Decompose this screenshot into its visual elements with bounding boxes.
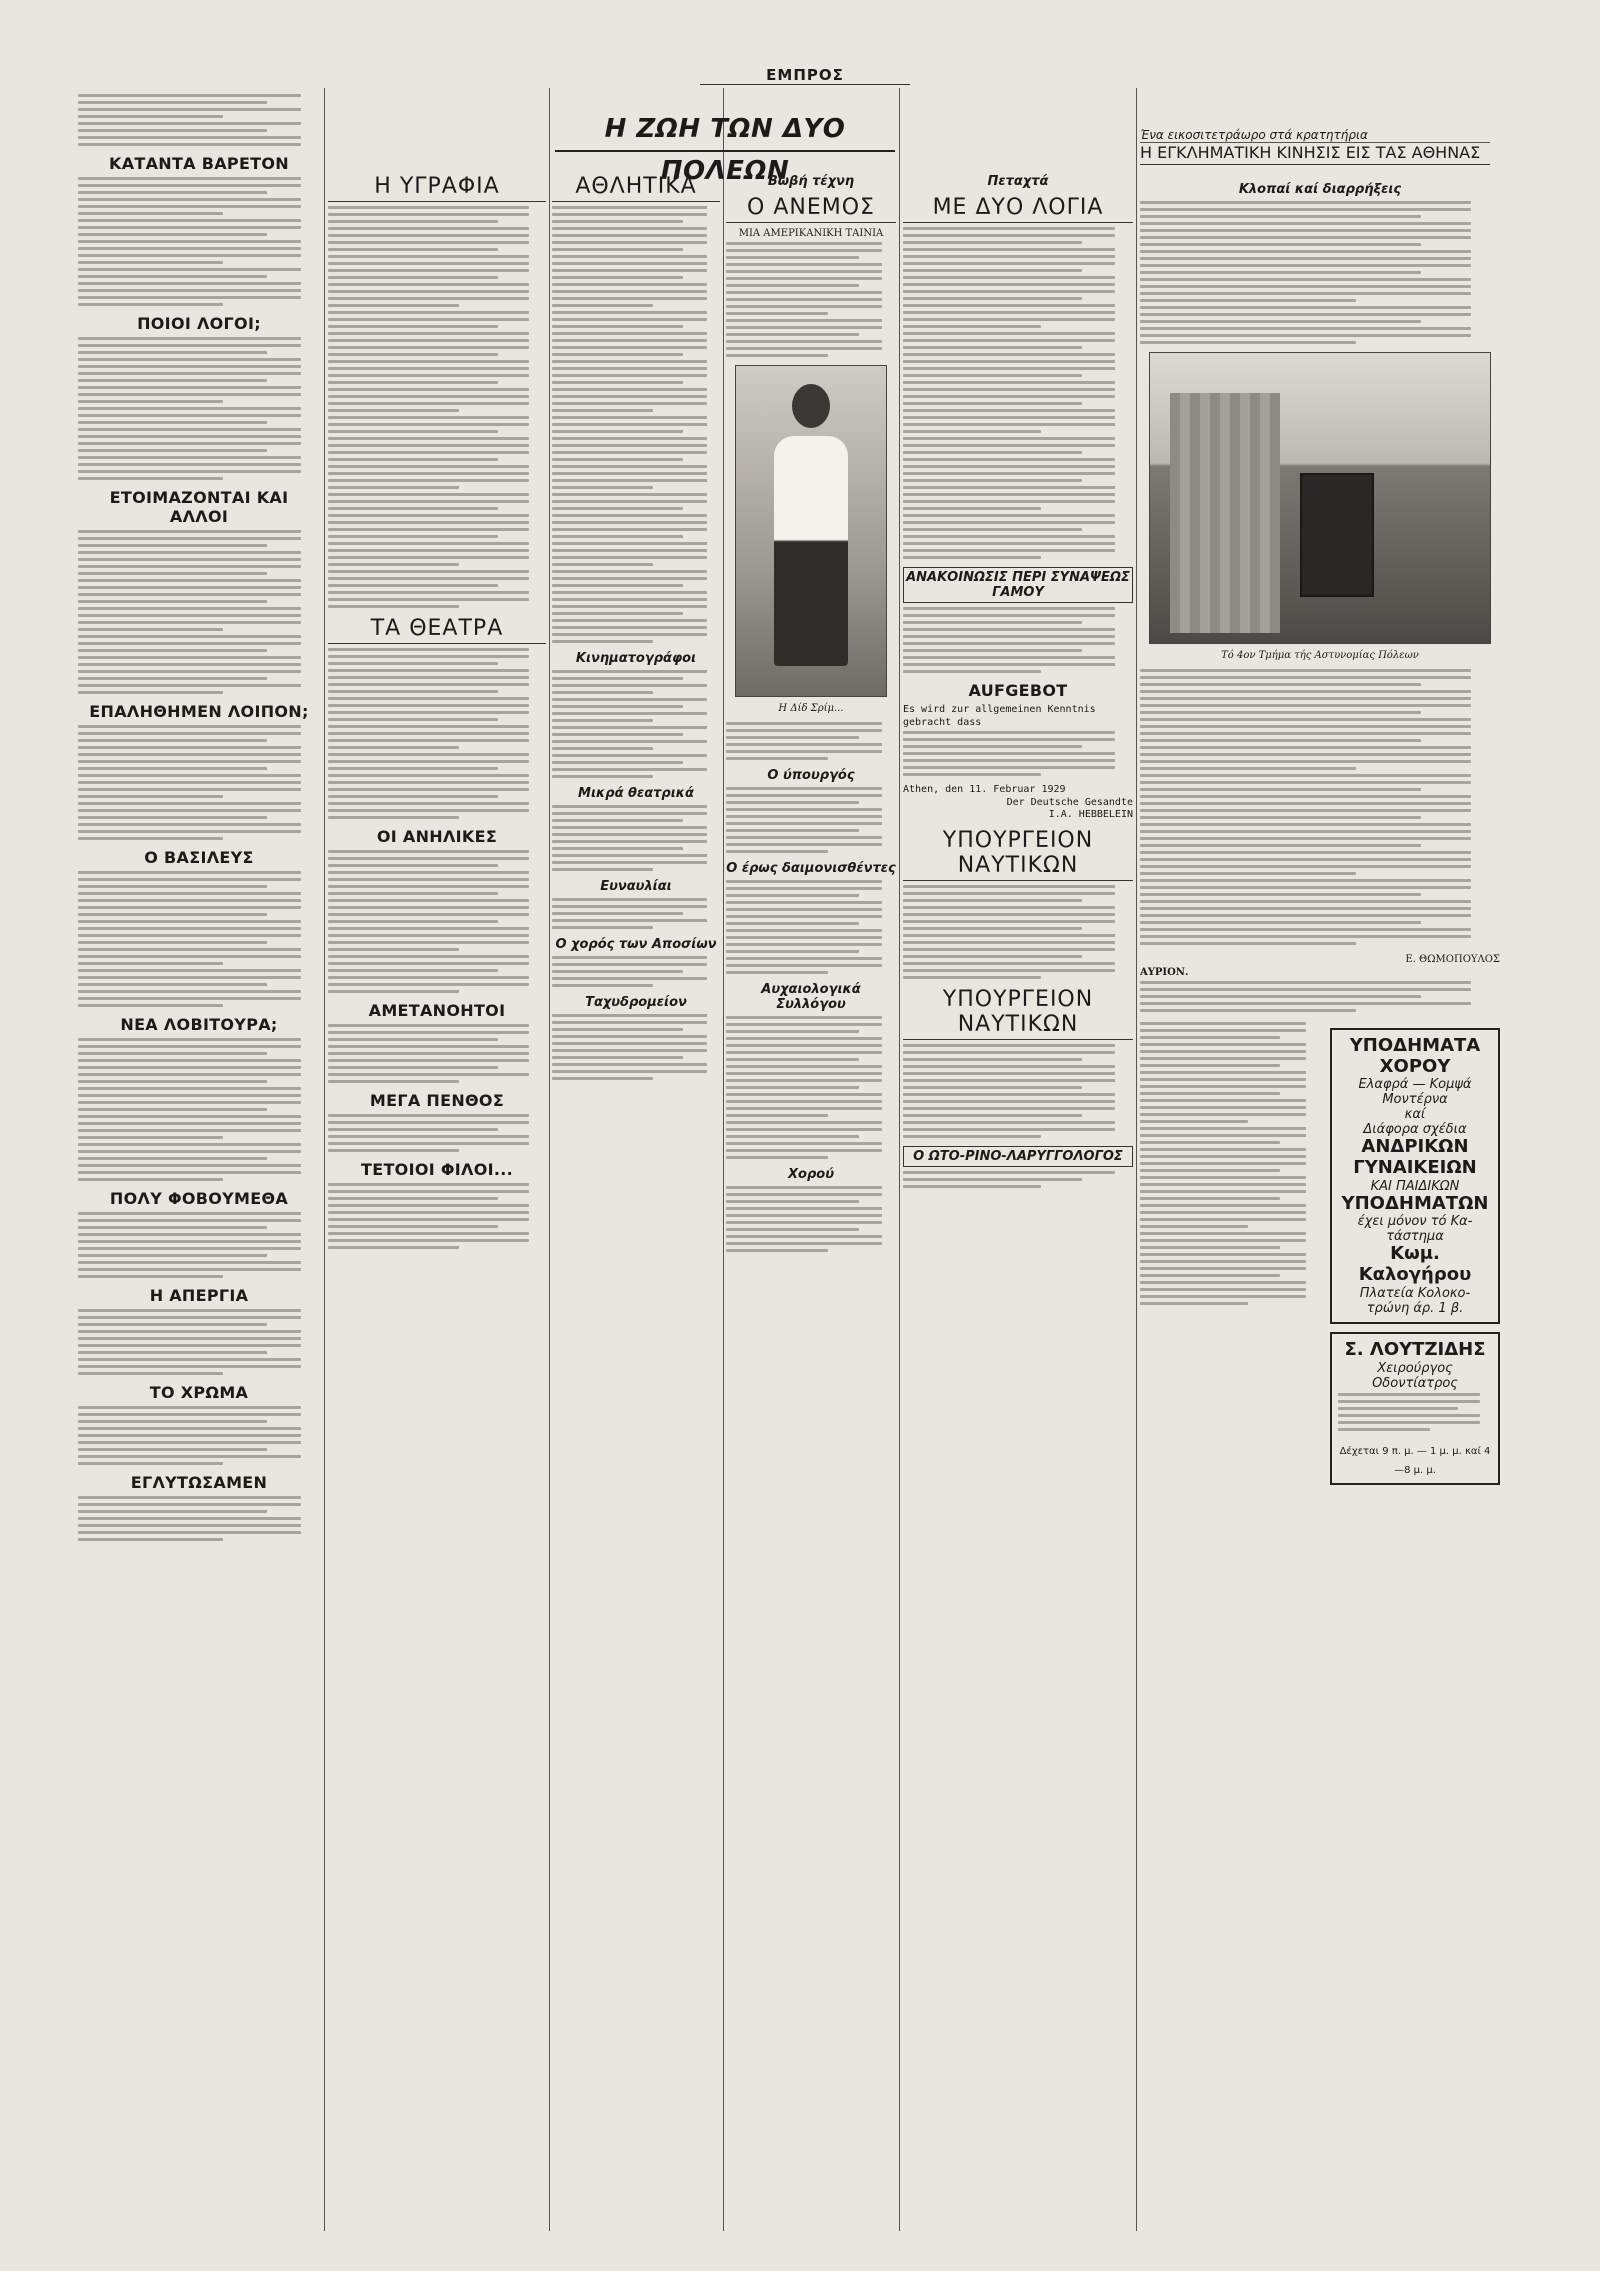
column-2 <box>328 168 546 1257</box>
column-1 <box>78 92 320 1549</box>
article-headline: Κινηματογράφοι <box>575 651 697 666</box>
article-headline: ΚΑΤΑΝΤΑ ΒΑΡΕΤΟΝ <box>109 154 289 173</box>
article-headline: Μικρά θεατρικά <box>578 786 694 801</box>
article-headline: Η ΑΠΕΡΓΙΑ <box>149 1286 249 1305</box>
shoe-store-ad: ΥΠΟΔΗΜΑΤΑ ΧΟΡΟΥ Ελαφρά — Κομψά Μοντέρνα καί Διάφορα σχέδια ΑΝΔΡΙΚΩΝ ΓΥΝΑΙΚΕΙΩΝ ΚΑΙ ΠΑΙΔΙΚΩΝ ΥΠΟΔΗΜΑΤΩΝ έχει μόνον τό Κα- τάστημα Κωμ. Καλογήρου Πλατεία Κολοκο- τρώνη άρ. 1 β. <box>1330 1028 1500 1324</box>
aufgebot-notice: Es wird zur allgemeinen Kenntnis gebracht dass Athen, den 11. Februar 1929 Der Deutsche Gesandte I.A. HEBBELEIN <box>903 704 1133 820</box>
photo-caption: Η Δίδ Σρίμ... <box>778 703 844 714</box>
article-headline: ΥΠΟΥΡΓΕΙΟΝ ΝΑΥΤΙΚΩΝ <box>903 987 1133 1040</box>
article-kicker: Βωβή τέχνη <box>767 174 855 189</box>
article-headline: Αυχαιολογικά Συλλόγου <box>761 982 861 1012</box>
photo-caption: Τό 4ον Τμήμα τής Αστυνομίας Πόλεων <box>1221 650 1419 661</box>
article-headline: ΑΘΛΗΤΙΚΑ <box>552 174 720 202</box>
actress-photo <box>735 365 887 697</box>
article-headline: Ταχυδρομείον <box>585 995 687 1010</box>
article-headline: Ο ΑΝΕΜΟΣ <box>726 195 896 223</box>
article-headline: ΥΠΟΥΡΓΕΙΟΝ ΝΑΥΤΙΚΩΝ <box>903 828 1133 881</box>
column-rule <box>1136 88 1137 2231</box>
article-headline: Η ΥΓΡΑΦΙΑ <box>328 174 546 202</box>
police-station-photo <box>1149 352 1491 644</box>
byline: Ε. ΘΩΜΟΠΟΥΛΟΣ <box>1405 954 1500 965</box>
article-headline: ΕΠΑΛΗΘΗΜΕΝ ΛΟΙΠΟΝ; <box>89 702 309 721</box>
right-banner-kicker: Ένα εικοσιτετράωρο στά κρατητήρια <box>1140 128 1490 143</box>
article-headline: ΤΑ ΘΕΑΤΡΑ <box>328 616 546 644</box>
article-headline: Ο χορός των Αποσίων <box>555 937 717 952</box>
article-headline: ΜΕΓΑ ΠΕΝΘΟΣ <box>369 1091 505 1110</box>
article-headline: ΟΙ ΑΝΗΛΙΚΕΣ <box>376 827 498 846</box>
article-headline: ΜΕ ΔΥΟ ΛΟΓΙΑ <box>903 195 1133 223</box>
column-6 <box>1140 128 1500 1493</box>
article-headline: ΕΓΛΥΤΩΣΑΜΕΝ <box>130 1473 268 1492</box>
article-headline: ΕΤΟΙΜΑΖΟΝΤΑΙ ΚΑΙ ΑΛΛΟΙ <box>109 488 289 526</box>
article-headline: Ο ΒΑΣΙΛΕΥΣ <box>144 848 254 867</box>
article-headline: ΤΕΤΟΙΟΙ ΦΙΛΟΙ... <box>361 1160 513 1179</box>
article-headline: Χορού <box>788 1167 834 1182</box>
article-headline: ΑΝΑΚΟΙΝΩΣΙΣ ΠΕΡΙ ΣΥΝΑΨΕΩΣ ΓΑΜΟΥ <box>903 567 1133 603</box>
column-4 <box>726 168 896 1260</box>
article-headline: ΑΥΡΙΟΝ. <box>1140 967 1189 978</box>
article-headline: ΝΕΑ ΛΟΒΙΤΟΥΡΑ; <box>120 1015 278 1034</box>
center-banner: Η ΖΩΗ ΤΩΝ ΔΥΟ ΠΟΛΕΩΝ <box>555 108 895 152</box>
article-headline: ΠΟΙΟΙ ΛΟΓΟΙ; <box>137 314 261 333</box>
article-headline: Ο ύπουργός <box>767 768 855 783</box>
dentist-ad: Σ. ΛΟΥΤΖΙΔΗΣ Χειρούργος Οδοντίατρος Δέχεται 9 π. μ. — 1 μ. μ. καί 4—8 μ. μ. <box>1330 1332 1500 1485</box>
article-headline: ΑΜΕΤΑΝΟΗΤΟΙ <box>368 1001 506 1020</box>
column-rule <box>324 88 325 2231</box>
article-headline: AUFGEBOT <box>968 681 1068 700</box>
article-headline: ΠΟΛΥ ΦΟΒΟΥΜΕΘΑ <box>109 1189 289 1208</box>
article-headline: Ο ΩΤΟ-ΡΙΝΟ-ΛΑΡΥΓΓΟΛΟΓΟΣ <box>903 1146 1133 1167</box>
column-3 <box>552 168 720 1088</box>
right-banner-title: Η ΕΓΚΛΗΜΑΤΙΚΗ ΚΙΝΗΣΙΣ ΕΙΣ ΤΑΣ ΑΘΗΝΑΣ <box>1140 143 1481 162</box>
article-headline: ΤΟ ΧΡΩΜΑ <box>149 1383 249 1402</box>
article-subhead: Κλοπαί καί διαρρήξεις <box>1238 182 1402 197</box>
article-kicker: Πεταχτά <box>987 174 1049 189</box>
article-headline: Ο έρως δαιμονισθέντες <box>726 861 896 876</box>
article-subhead: ΜΙΑ ΑΜΕΡΙΚΑΝΙΚΗ ΤΑΙΝΙΑ <box>738 228 884 239</box>
article-headline: Ευναυλίαι <box>600 879 672 894</box>
column-rule <box>723 88 724 2231</box>
masthead: ΕΜΠΡΟΣ <box>700 66 910 85</box>
column-5 <box>903 168 1133 1196</box>
column-rule <box>899 88 900 2231</box>
column-rule <box>549 88 550 2231</box>
